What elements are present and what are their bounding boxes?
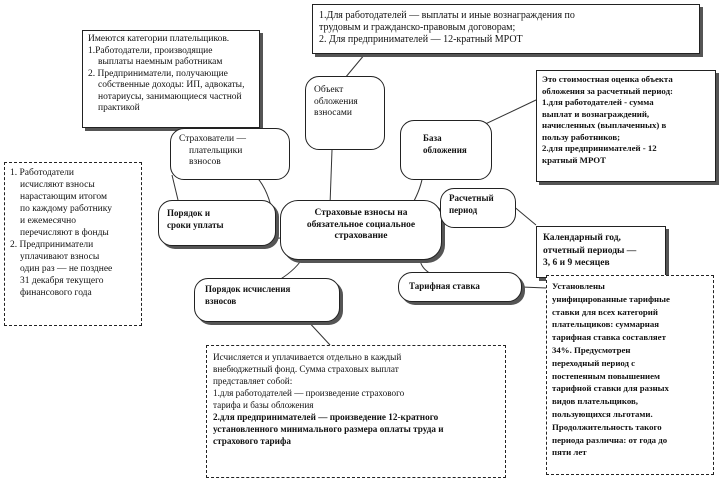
base-note-line1: Это стоимостная оценка объекта: [542, 74, 673, 84]
period-note-line1: Календарный год,: [543, 233, 621, 243]
payment-order-bubble: [158, 200, 276, 246]
calc-note-bold-line1: 2.для предпринимателей — произведение 12-кратного: [213, 412, 439, 422]
payers-note-item1-line2: выплаты наемным работникам: [98, 57, 223, 67]
connector-object-note: [345, 54, 365, 78]
base-note-line7: 2.для предпринимателей - 12: [542, 143, 657, 153]
tariff-note-line5: тарифная ставка составляет: [552, 332, 666, 343]
center-line-2: обязательное социальное: [306, 219, 416, 230]
period-note-line3: 3, 6 и 9 месяцев: [543, 258, 610, 268]
payers-title-line3: взносов: [189, 157, 221, 167]
tariff-note-line12: Продолжительность такого: [552, 421, 662, 432]
base-note-line6: пользу работников;: [542, 131, 621, 142]
tariff-note-line8: постепенным повышением: [552, 370, 660, 381]
payers-note-item1-line1: 1.Работодатели, производящие: [88, 45, 213, 56]
base-bubble: [400, 120, 492, 180]
payers-note-item2-line2: собственные доходы: ИП, адвокаты,: [98, 80, 245, 90]
object-title-line2: обложения: [314, 96, 358, 107]
payers-title-line1: Страхователи —: [179, 134, 246, 144]
calc-note-line3: представляет собой:: [213, 376, 293, 386]
object-note: [312, 4, 700, 54]
base-title-line1: База: [423, 133, 442, 143]
object-title-line3: взносами: [314, 108, 352, 118]
calc-note-bold-line3: страхового тарифа: [213, 436, 291, 446]
tariff-note-line14: пяти лет: [552, 447, 587, 458]
tariff-note-line9: тарифной ставки для разных: [552, 383, 669, 394]
object-note-line3: 2. Для предпринимателей — 12-кратный МРОТ: [319, 34, 523, 45]
calc-note-line4: 1.для работодателей — произведение страхового: [213, 388, 405, 398]
base-note-line5: начисленных (выплаченных) в: [542, 120, 667, 130]
tariff-title: Тарифная ставка: [409, 281, 480, 291]
payers-note-item2-line3: нотариусы, занимающиеся частной: [98, 91, 242, 102]
object-note-line2: трудовым и гражданско-правовым договорам;: [319, 22, 516, 33]
object-note-line1: 1.Для работодателей — выплаты и иные вознаграждения по: [319, 10, 575, 21]
connector-calc-note: [305, 318, 330, 345]
period-note-line2: отчетный периоды —: [543, 245, 637, 256]
calc-title-line2: взносов: [205, 295, 237, 306]
tariff-note-line10: видов плательщиков,: [552, 396, 638, 407]
payment-note-line3: нарастающим итогом: [20, 192, 107, 202]
center-line-3: страхование: [334, 231, 388, 241]
center-node: [280, 200, 442, 260]
calc-order-bubble: [194, 278, 340, 322]
period-title-line2: период: [449, 204, 478, 215]
base-note-line2: обложения за расчетный период:: [542, 85, 673, 96]
center-line-1: Страховые взносы на: [314, 208, 408, 218]
calc-order-note: [206, 345, 506, 478]
tariff-bubble: [398, 272, 522, 302]
payment-note-line9: один раз — не позднее: [20, 264, 113, 274]
calc-note-line5: тарифа и базы обложения: [213, 400, 314, 410]
payers-bubble: [170, 128, 290, 180]
tariff-note-line13: периода различна: от года до: [552, 434, 668, 445]
payers-note-header: Имеются категории плательщиков.: [88, 34, 230, 44]
tariff-note: [546, 275, 714, 475]
base-note-line4: выплат и вознаграждений,: [542, 108, 650, 119]
base-note: [536, 70, 716, 182]
payment-order-note: [4, 162, 142, 326]
object-title-line1: Объект: [314, 85, 344, 95]
object-bubble: [305, 76, 385, 150]
tariff-note-line1: Установлены: [552, 281, 605, 291]
tariff-note-line6: 34%. Предусмотрен: [552, 344, 631, 355]
tariff-note-line11: пользующихся льготами.: [552, 408, 653, 419]
connector-payment-note: [172, 175, 178, 200]
tariff-note-line2: унифицированные тарифные: [552, 293, 670, 304]
payment-note-line2: исчисляют взносы: [20, 180, 95, 190]
payment-note-line5: и ежемесячно: [20, 216, 76, 226]
payment-note-line7: 2. Предприниматели: [10, 240, 94, 250]
period-title-line1: Расчетный: [449, 193, 494, 203]
calc-note-line2: внебюджетный фонд. Сумма страховых выплат: [213, 364, 399, 374]
calc-note-line1: Исчисляется и уплачивается отдельно в каждый: [213, 352, 402, 362]
payers-note-item2-line1: 2. Предприниматели, получающие: [88, 68, 228, 79]
base-title-line2: обложения: [423, 144, 467, 155]
payment-note-line11: финансового года: [20, 288, 92, 298]
payment-note-line10: 31 декабря текущего: [20, 276, 104, 286]
calc-title-line1: Порядок исчисления: [205, 284, 291, 294]
tariff-note-line4: плательщиков: суммарная: [552, 319, 660, 330]
base-note-line3: 1.для работодателей - сумма: [542, 97, 654, 107]
payment-note-line1: 1. Работодатели: [10, 168, 74, 178]
payment-title-line2: сроки уплаты: [167, 219, 224, 230]
connector-tariff-note: [522, 287, 546, 288]
payment-note-line6: перечисляют в фонды: [20, 228, 109, 238]
payment-note-line4: по каждому работнику: [20, 204, 112, 214]
period-note: [536, 226, 666, 278]
tail-object: [330, 150, 332, 205]
calc-note-bold-line2: установленного минимального размера оплаты труда и: [213, 424, 444, 434]
payment-title-line1: Порядок и: [167, 208, 211, 218]
tariff-note-line7: переходный период с: [552, 357, 636, 368]
payers-note-item2-line4: практикой: [98, 103, 140, 113]
base-note-line8: кратный МРОТ: [542, 154, 606, 165]
period-bubble: [440, 188, 516, 228]
payment-note-line8: уплачивают взносы: [20, 252, 100, 262]
payers-note: [82, 30, 260, 128]
tariff-note-line3: ставки для всех категорий: [552, 306, 658, 317]
payers-title-line2: плательщики: [189, 145, 243, 156]
